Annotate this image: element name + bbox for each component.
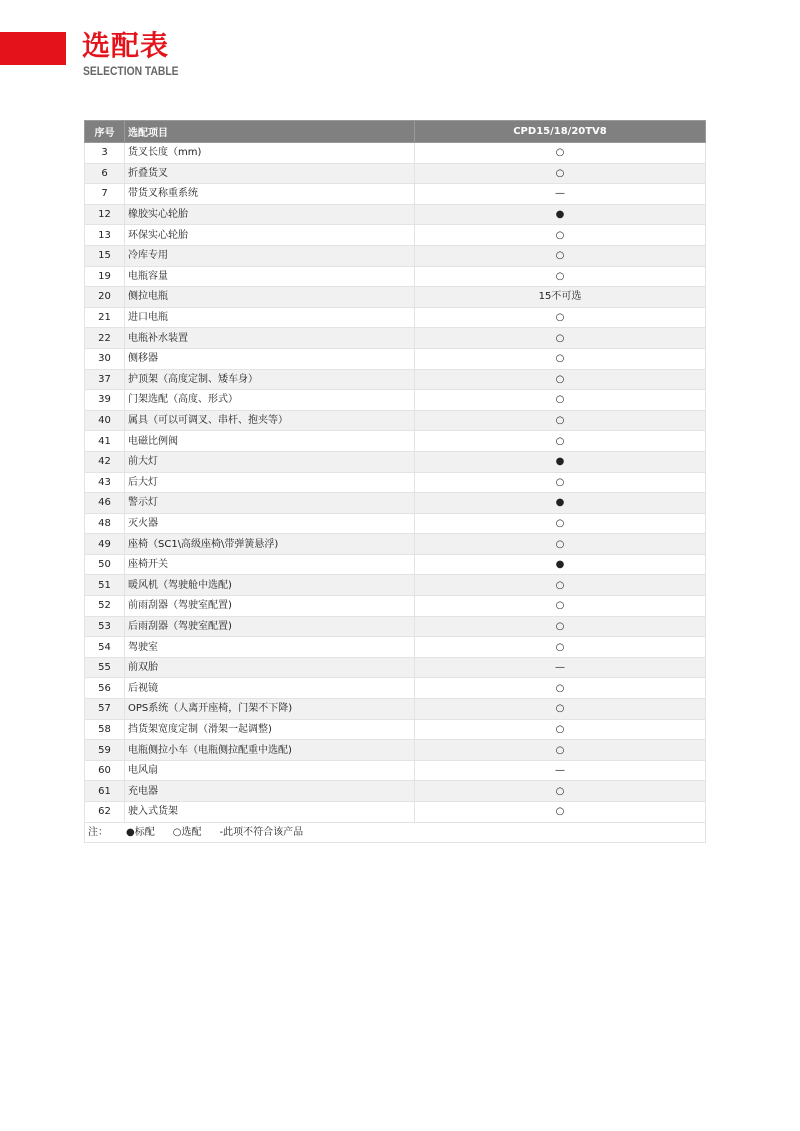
row-value: ○ [415,596,706,617]
row-item: 座椅（SC1\高级座椅\带弹簧悬浮) [125,534,415,555]
row-value: ○ [415,616,706,637]
row-item: 橡胶实心轮胎 [125,204,415,225]
row-number: 55 [85,657,125,678]
row-item: 环保实心轮胎 [125,225,415,246]
row-number: 50 [85,554,125,575]
legend-prefix: 注： [88,826,108,838]
table-row [85,451,706,472]
row-value: ● [415,554,706,575]
row-value: ○ [415,266,706,287]
table-row [85,596,706,617]
row-item: OPS系统（人离开座椅，门架不下降) [125,699,415,720]
row-number: 22 [85,328,125,349]
row-value: — [415,760,706,781]
page-title: 选配表 [82,29,170,62]
row-value: ○ [415,719,706,740]
row-item: 属具（可以可调叉、串杆、抱夹等） [125,410,415,431]
row-item: 带货叉称重系统 [125,184,415,205]
table-row [85,534,706,555]
row-number: 21 [85,307,125,328]
row-number: 46 [85,493,125,514]
table-row [85,348,706,369]
row-value: ○ [415,678,706,699]
table-row [85,204,706,225]
row-number: 42 [85,451,125,472]
row-value: — [415,657,706,678]
row-value: ● [415,451,706,472]
column-header-no: 序号 [85,121,125,143]
row-item: 后大灯 [125,472,415,493]
row-value: ○ [415,390,706,411]
row-value: ● [415,204,706,225]
row-item: 前大灯 [125,451,415,472]
row-number: 20 [85,287,125,308]
row-number: 58 [85,719,125,740]
row-item: 座椅开关 [125,554,415,575]
red-accent-bar [0,32,66,65]
row-number: 56 [85,678,125,699]
row-number: 54 [85,637,125,658]
table-row [85,575,706,596]
table-row [85,472,706,493]
table-row [85,184,706,205]
row-value: ○ [415,513,706,534]
row-number: 61 [85,781,125,802]
legend-optional: ○选配 [172,826,202,838]
table-row [85,431,706,452]
row-number: 41 [85,431,125,452]
row-value: ○ [415,699,706,720]
column-header-model: CPD15/18/20TV8 [415,121,706,143]
row-item: 灭火器 [125,513,415,534]
row-number: 60 [85,760,125,781]
table-row [85,637,706,658]
legend-note [85,822,706,843]
row-value: ○ [415,410,706,431]
table-row [85,678,706,699]
row-number: 48 [85,513,125,534]
row-number: 12 [85,204,125,225]
table-row [85,245,706,266]
row-item: 后雨刮器（驾驶室配置) [125,616,415,637]
row-value: 15不可选 [415,287,706,308]
table-row [85,390,706,411]
table-row [85,616,706,637]
table-row [85,266,706,287]
row-item: 驾驶室 [125,637,415,658]
row-value: ○ [415,348,706,369]
row-item: 冷库专用 [125,245,415,266]
row-number: 15 [85,245,125,266]
row-value: ○ [415,369,706,390]
row-item: 门架选配（高度、形式） [125,390,415,411]
row-number: 52 [85,596,125,617]
row-number: 49 [85,534,125,555]
row-item: 折叠货叉 [125,163,415,184]
row-item: 前雨刮器（驾驶室配置) [125,596,415,617]
legend-row [85,822,706,843]
row-value: ○ [415,307,706,328]
row-value: ○ [415,472,706,493]
row-item: 电瓶侧拉小车（电瓶侧拉配重中选配) [125,740,415,761]
table-row [85,163,706,184]
row-number: 40 [85,410,125,431]
legend-na: -此项不符合该产品 [219,826,304,838]
row-item: 前双胎 [125,657,415,678]
row-value: ○ [415,534,706,555]
row-number: 53 [85,616,125,637]
row-item: 警示灯 [125,493,415,514]
row-item: 电瓶容量 [125,266,415,287]
row-value: ○ [415,431,706,452]
table-row [85,760,706,781]
row-item: 后视镜 [125,678,415,699]
row-number: 59 [85,740,125,761]
row-value: ○ [415,802,706,823]
row-value: ○ [415,225,706,246]
row-value: — [415,184,706,205]
table-row [85,719,706,740]
table-row [85,493,706,514]
table-row [85,699,706,720]
table-row [85,143,706,164]
row-item: 侧拉电瓶 [125,287,415,308]
row-number: 13 [85,225,125,246]
row-value: ○ [415,245,706,266]
row-item: 驶入式货架 [125,802,415,823]
row-item: 护顶架（高度定制、矮车身） [125,369,415,390]
column-header-item: 选配项目 [125,121,415,143]
table-row [85,802,706,823]
table-row [85,410,706,431]
row-value: ● [415,493,706,514]
table-row [85,287,706,308]
table-row [85,328,706,349]
row-item: 货叉长度（mm) [125,143,415,164]
table-row [85,657,706,678]
table-row [85,225,706,246]
row-item: 侧移器 [125,348,415,369]
row-value: ○ [415,143,706,164]
row-number: 7 [85,184,125,205]
row-item: 电磁比例阀 [125,431,415,452]
table-body [85,143,706,843]
row-number: 19 [85,266,125,287]
row-number: 51 [85,575,125,596]
row-number: 43 [85,472,125,493]
legend-standard: ●标配 [126,826,155,838]
row-number: 30 [85,348,125,369]
row-value: ○ [415,328,706,349]
row-number: 3 [85,143,125,164]
row-item: 电风扇 [125,760,415,781]
row-number: 6 [85,163,125,184]
row-number: 57 [85,699,125,720]
row-item: 暖风机（驾驶舱中选配) [125,575,415,596]
row-value: ○ [415,781,706,802]
table-row [85,781,706,802]
selection-table [84,120,706,843]
row-item: 进口电瓶 [125,307,415,328]
row-number: 62 [85,802,125,823]
table-row [85,369,706,390]
row-value: ○ [415,163,706,184]
page-subtitle: SELECTION TABLE [83,64,179,78]
table-row [85,513,706,534]
row-number: 39 [85,390,125,411]
row-item: 挡货架宽度定制（滑架一起调整) [125,719,415,740]
row-value: ○ [415,637,706,658]
table-row [85,554,706,575]
row-item: 充电器 [125,781,415,802]
row-value: ○ [415,575,706,596]
row-value: ○ [415,740,706,761]
table-row [85,307,706,328]
row-number: 37 [85,369,125,390]
row-item: 电瓶补水装置 [125,328,415,349]
table-row [85,740,706,761]
table-header-row [85,121,706,143]
